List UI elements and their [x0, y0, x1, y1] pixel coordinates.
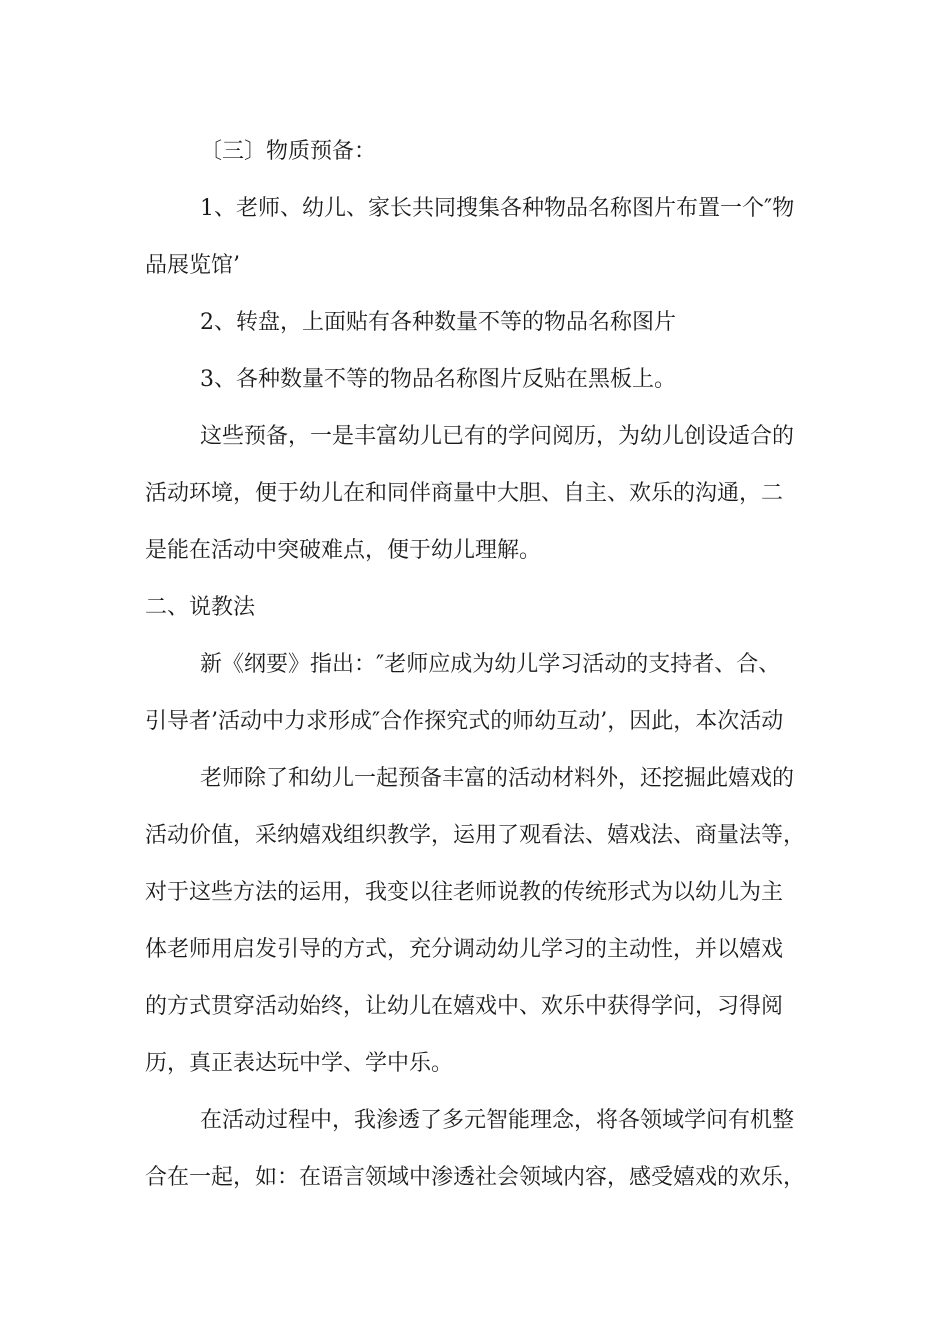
list-item-1-continuation: 品展览馆’: [145, 253, 240, 278]
section-heading-materials: 〔三〕物质预备：: [200, 139, 377, 164]
paragraph-line: 在活动过程中，我渗透了多元智能理念，将各领域学问有机整: [200, 1108, 795, 1133]
paragraph-line: 活动环境，便于幼儿在和同伴商量中大胆、自主、欢乐的沟通，二: [145, 481, 784, 506]
paragraph-line: 老师除了和幼儿一起预备丰富的活动材料外，还挖掘此嬉戏的: [200, 766, 795, 791]
paragraph-line: 对于这些方法的运用，我变以往老师说教的传统形式为以幼儿为主: [145, 880, 784, 905]
paragraph-line: 是能在活动中突破难点，便于幼儿理解。: [145, 538, 542, 563]
paragraph-line: 新《纲要》指出：″老师应成为幼儿学习活动的支持者、合、: [200, 652, 781, 677]
paragraph-line: 历，真正表达玩中学、学中乐。: [145, 1051, 454, 1076]
paragraph-line: 的方式贯穿活动始终，让幼儿在嬉戏中、欢乐中获得学问，习得阅: [145, 994, 784, 1019]
list-item-2: 2、转盘，上面贴有各种数量不等的物品名称图片: [200, 310, 676, 335]
section-heading-teaching-method: 二、说教法: [145, 595, 256, 620]
paragraph-line: 引导者’活动中力求形成″合作探究式的师幼互动’，因此，本次活动: [145, 709, 784, 734]
paragraph-line: 这些预备，一是丰富幼儿已有的学问阅历，为幼儿创设适合的: [200, 424, 795, 449]
list-item-1: 1、老师、幼儿、家长共同搜集各种物品名称图片布置一个″物: [200, 196, 795, 221]
paragraph-line: 合在一起，如：在语言领域中渗透社会领域内容，感受嬉戏的欢乐，: [145, 1165, 806, 1190]
paragraph-line: 活动价值，采纳嬉戏组织教学，运用了观看法、嬉戏法、商量法等，: [145, 823, 806, 848]
list-item-3: 3、各种数量不等的物品名称图片反贴在黑板上。: [200, 367, 676, 392]
paragraph-line: 体老师用启发引导的方式，充分调动幼儿学习的主动性，并以嬉戏: [145, 937, 784, 962]
